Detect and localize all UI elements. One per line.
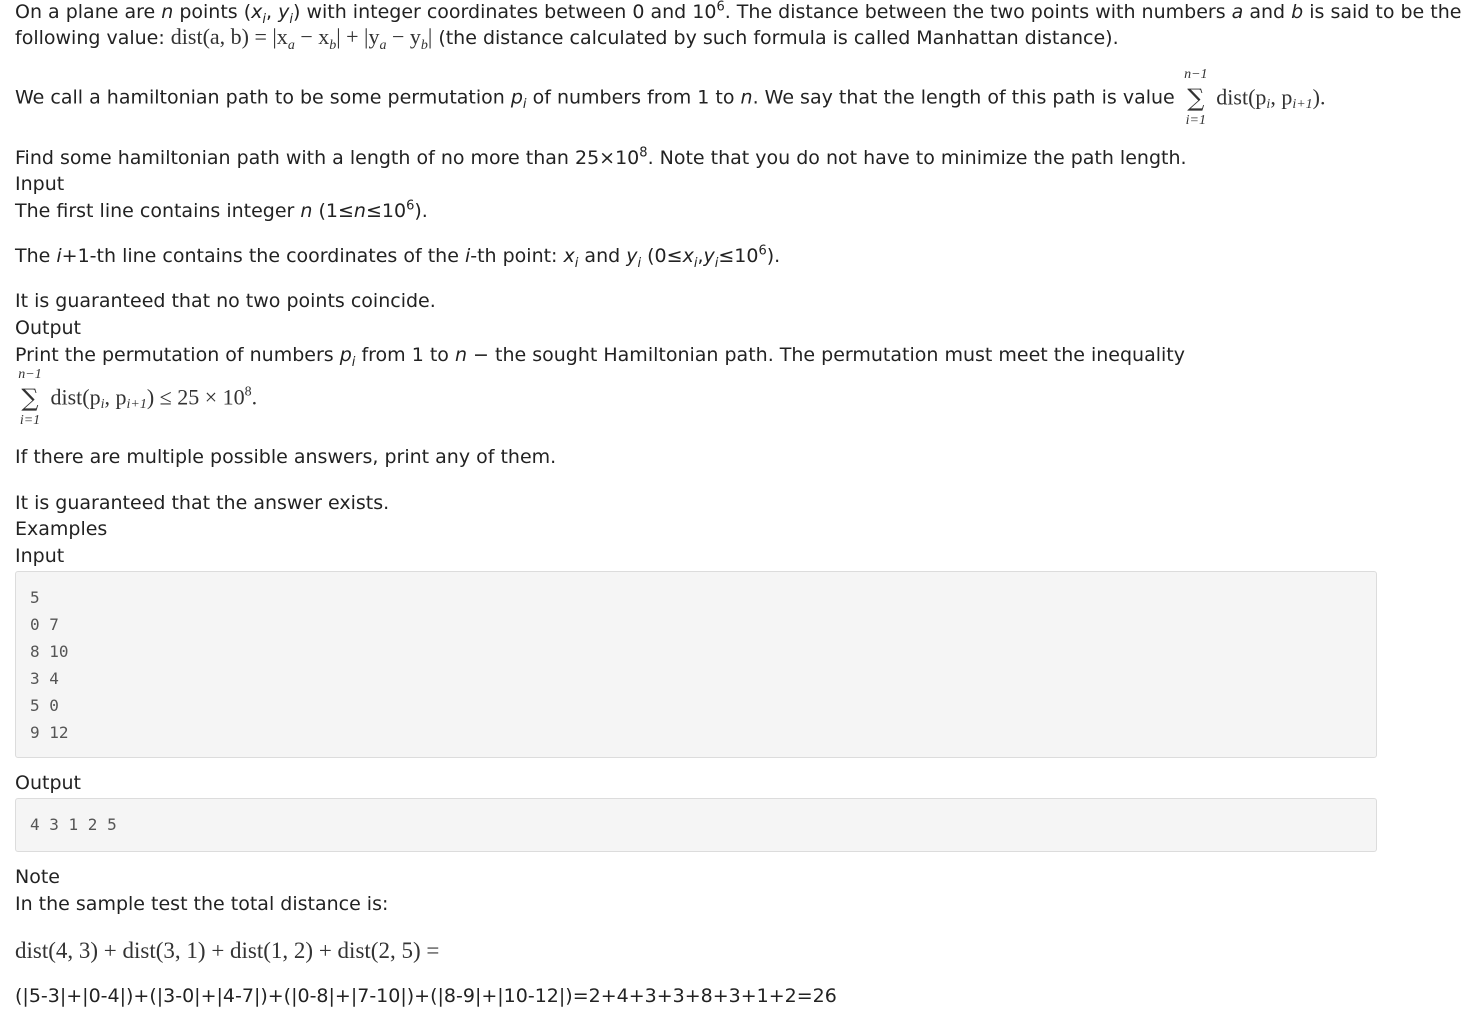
manhattan-formula: dist(a, b) = |x bbox=[170, 24, 288, 49]
text: Print the permutation of numbers bbox=[15, 344, 340, 366]
sum-lower: i=1 bbox=[1185, 112, 1206, 128]
text: (1≤ bbox=[312, 200, 354, 222]
text: (the distance calculated by such formula is called Manhattan distance). bbox=[432, 27, 1119, 49]
sum-lower: i=1 bbox=[19, 412, 41, 428]
text: -th point: bbox=[470, 245, 564, 267]
note-calculation: (|5-3|+|0-4|)+(|3-0|+|4-7|)+(|0-8|+|7-10|)+(|8-9|+|10-12|)=2+4+3+3+8+3+1+2=26 bbox=[15, 985, 837, 1007]
text: The first line contains integer bbox=[15, 200, 301, 222]
sub-i: i bbox=[262, 11, 267, 27]
var-n: n bbox=[353, 200, 366, 222]
text: is said to be the bbox=[1303, 1, 1461, 23]
sub-i1: i+1 bbox=[126, 396, 147, 412]
exponent: 8 bbox=[244, 384, 252, 400]
sub-b: b bbox=[420, 37, 428, 53]
var-p: p bbox=[510, 86, 523, 109]
text: ≤10 bbox=[365, 200, 407, 222]
var-n: n bbox=[300, 200, 313, 222]
formula-part: , p bbox=[104, 384, 127, 410]
sub-i: i bbox=[522, 96, 527, 112]
code-line: 0 7 bbox=[30, 615, 59, 634]
sub-i: i bbox=[289, 11, 293, 27]
statement-line-1 bbox=[15, 0, 1461, 25]
formula-part: ) ≤ 25 × 10 bbox=[146, 384, 245, 410]
task-statement bbox=[15, 146, 1187, 171]
input-line-3: It is guaranteed that no two points coincide. bbox=[15, 290, 436, 312]
var-n: n bbox=[454, 344, 467, 366]
sub-i: i bbox=[714, 255, 719, 271]
output-inequality bbox=[15, 367, 257, 428]
sum-symbol bbox=[1181, 68, 1211, 128]
sum-symbol bbox=[15, 368, 45, 428]
text: and bbox=[1243, 1, 1292, 23]
exponent: 6 bbox=[716, 0, 725, 15]
example-input-box[interactable] bbox=[15, 571, 1377, 758]
text: Find some hamiltonian path with a length of no more than 25×10 bbox=[15, 147, 640, 169]
code-line: 4 3 1 2 5 bbox=[30, 815, 117, 834]
sub-i: i bbox=[351, 354, 356, 370]
formula-part: , p bbox=[1270, 84, 1293, 110]
output-line-3: It is guaranteed that the answer exists. bbox=[15, 492, 390, 514]
text: . The distance between the two points with numbers bbox=[724, 1, 1232, 23]
sigma-icon: ∑ bbox=[1187, 83, 1205, 112]
example-output-label: Output bbox=[15, 772, 81, 794]
examples-heading: Examples bbox=[15, 518, 108, 540]
sub-i: i bbox=[693, 255, 698, 271]
code-line: 3 4 bbox=[30, 669, 59, 688]
sub-b: b bbox=[329, 37, 337, 53]
note-heading: Note bbox=[15, 866, 60, 888]
text: , bbox=[266, 1, 279, 23]
text: We call a hamiltonian path to be some permutation bbox=[15, 86, 511, 109]
sub-i: i bbox=[637, 255, 642, 271]
sub-i: i bbox=[574, 255, 579, 271]
text: ). bbox=[766, 245, 781, 267]
formula-part: dist(p bbox=[1210, 84, 1267, 110]
text: following value: bbox=[15, 27, 171, 49]
var-i: i bbox=[56, 245, 62, 267]
sub-i1: i+1 bbox=[1292, 96, 1313, 112]
formula-part: | + |y bbox=[336, 24, 380, 49]
statement-line-2 bbox=[15, 24, 1119, 51]
var-n: n bbox=[161, 1, 174, 23]
example-input-label: Input bbox=[15, 545, 65, 567]
text: On a plane are bbox=[15, 1, 162, 23]
exponent: 6 bbox=[406, 198, 415, 214]
code-line: 8 10 bbox=[30, 642, 69, 661]
formula-part: . bbox=[251, 384, 258, 410]
formula-part: − x bbox=[294, 24, 330, 49]
note-intro: In the sample test the total distance is: bbox=[15, 893, 389, 915]
var-y: y bbox=[278, 1, 290, 23]
code-line: 9 12 bbox=[30, 723, 69, 742]
formula-part: | bbox=[427, 24, 433, 49]
output-heading: Output bbox=[15, 317, 81, 339]
var-y: y bbox=[626, 245, 638, 267]
exponent: 6 bbox=[758, 243, 767, 259]
input-line-1 bbox=[15, 199, 428, 224]
var-x: x bbox=[251, 1, 263, 23]
text: +1-th line contains the coordinates of the bbox=[61, 245, 465, 267]
formula-part: − y bbox=[386, 24, 421, 49]
text: (0≤ bbox=[641, 245, 683, 267]
text: and bbox=[578, 245, 627, 267]
code-line: 5 bbox=[30, 588, 40, 607]
sub-i: i bbox=[1266, 96, 1271, 112]
text: . We say that the length of this path is value bbox=[752, 86, 1181, 109]
note-formula: dist(4, 3) + dist(3, 1) + dist(1, 2) + dist(2, 5) = bbox=[15, 938, 440, 963]
sub-a: a bbox=[287, 37, 295, 53]
var-x: x bbox=[563, 245, 575, 267]
var-y: y bbox=[703, 245, 715, 267]
text: ). bbox=[414, 200, 428, 222]
text: from 1 to bbox=[355, 344, 455, 366]
text: of numbers from 1 to bbox=[526, 86, 741, 109]
formula-part: ). bbox=[1312, 84, 1326, 110]
example-output-box[interactable] bbox=[15, 798, 1377, 852]
text: ≤10 bbox=[718, 245, 759, 267]
var-a: a bbox=[1231, 1, 1244, 23]
hamiltonian-definition bbox=[15, 67, 1325, 128]
text: , bbox=[697, 245, 704, 267]
input-heading: Input bbox=[15, 173, 65, 195]
sum-upper: n−1 bbox=[1184, 66, 1208, 82]
sub-i: i bbox=[100, 396, 105, 412]
code-line: 5 0 bbox=[30, 696, 59, 715]
var-n: n bbox=[740, 86, 753, 109]
text: ) with integer coordinates between 0 and 10 bbox=[293, 1, 717, 23]
sum-upper: n−1 bbox=[18, 366, 42, 382]
sub-a: a bbox=[379, 37, 387, 53]
text: points ( bbox=[173, 1, 252, 23]
var-i: i bbox=[464, 245, 471, 267]
var-x: x bbox=[682, 245, 694, 267]
formula-part: dist(p bbox=[45, 384, 101, 410]
exponent: 8 bbox=[639, 145, 648, 161]
text: − the sought Hamiltonian path. The permutation must meet the inequality bbox=[467, 344, 1185, 366]
output-line-1 bbox=[15, 343, 1185, 368]
var-p: p bbox=[339, 344, 352, 366]
input-line-2 bbox=[15, 244, 780, 269]
var-b: b bbox=[1291, 1, 1304, 23]
sigma-icon: ∑ bbox=[21, 383, 39, 412]
text: . Note that you do not have to minimize the path length. bbox=[647, 147, 1187, 169]
output-line-2: If there are multiple possible answers, print any of them. bbox=[15, 446, 557, 468]
text: The bbox=[15, 245, 57, 267]
